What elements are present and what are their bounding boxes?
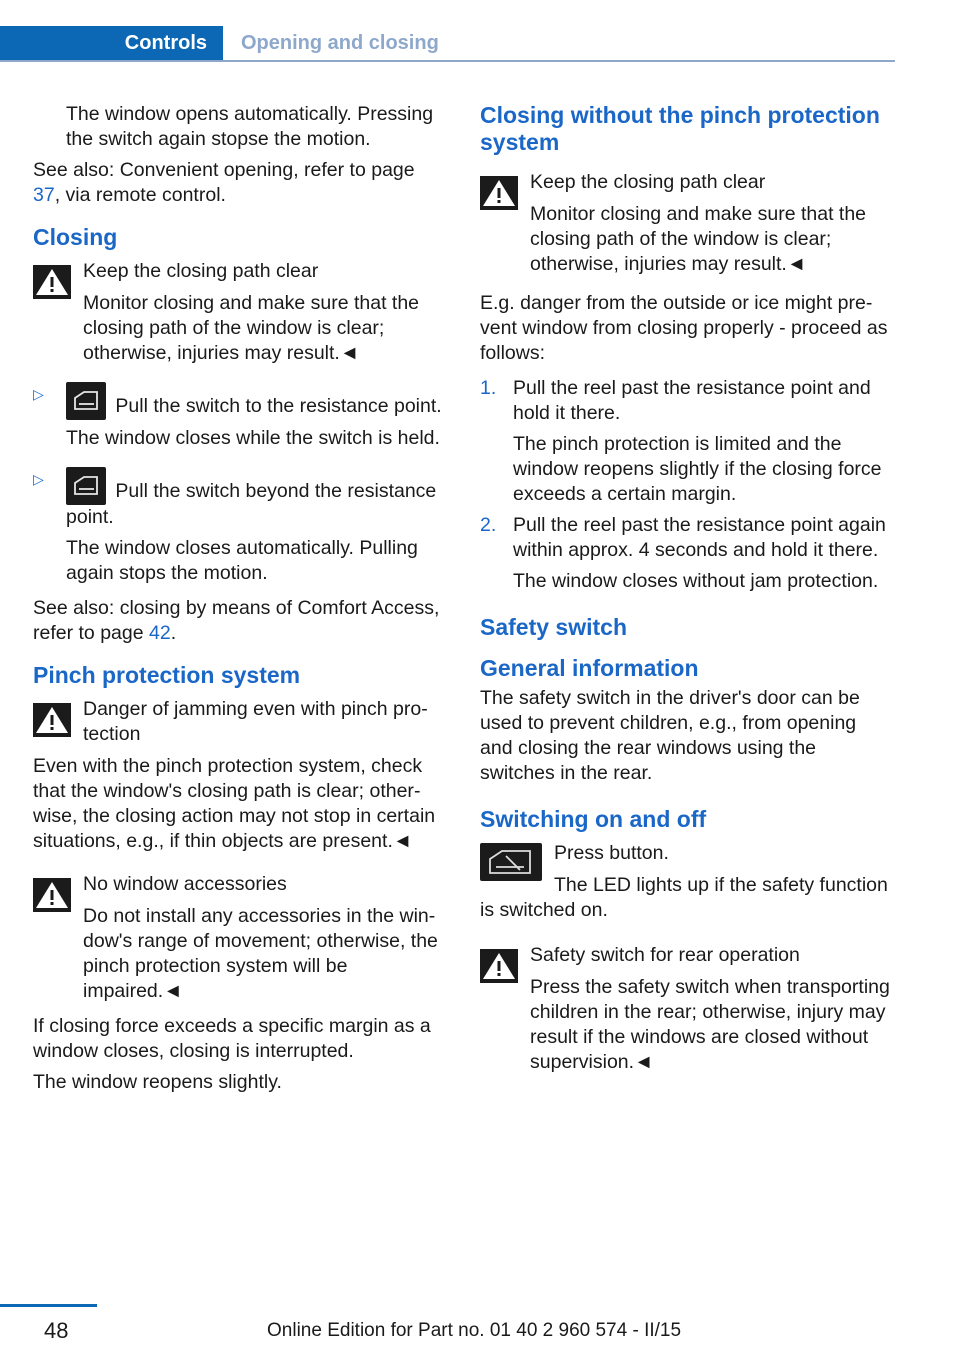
intro-paragraph: The window opens automatically. Pressing the switch again stopse the motion. [66, 103, 434, 150]
body-paragraph: If closing force exceeds a specific margin as a window closes, closing is interrupted. [33, 1015, 431, 1062]
list-item-text: Pull the switch to the resistance point. [115, 395, 442, 417]
switch-description: The LED lights up if the safety function is switched on. [480, 874, 888, 921]
step-subtext: The pinch protection is limited and the window reopens slightly if the closing force exceeds a certain margin. [513, 433, 882, 505]
see-also-text: See also: closing by means of Comfort Access, refer to page [33, 597, 440, 644]
warning-triangle-icon [480, 949, 518, 983]
see-also-text-end: , via remote control. [54, 184, 226, 206]
step-number: 1. [480, 377, 497, 399]
window-switch-icon [66, 467, 106, 505]
warning-triangle-icon [480, 176, 518, 210]
triangle-bullet-icon: ▷ [33, 386, 44, 402]
window-switch-icon [66, 382, 106, 420]
warning-body [33, 291, 447, 366]
footer-rule [0, 1304, 97, 1307]
list-item-subtext: The window closes while the switch is held. [66, 427, 440, 449]
list-item [480, 376, 894, 507]
list-item [33, 382, 447, 451]
warning-block [33, 259, 447, 366]
right-column [480, 102, 894, 1085]
see-also-paragraph [33, 158, 447, 208]
edition-text: Online Edition for Part no. 01 40 2 960 574 - II/15 [267, 1320, 682, 1341]
warning-body: Even with the pinch protection system, check that the window's closing path is clear; otherwise, the closing action may not stop in certain situations, e.g., if thin objects are present.◄ [33, 755, 436, 852]
body-paragraph: The window reopens slightly. [33, 1071, 282, 1093]
see-also-text: See also: Convenient opening, refer to page [33, 159, 415, 181]
safety-switch-heading: Safety switch [480, 614, 627, 640]
left-column [33, 102, 447, 1101]
triangle-bullet-icon: ▷ [33, 471, 44, 487]
step-text: Pull the reel past the resistance point again within approx. 4 seconds and hold it there. [513, 514, 886, 561]
warning-body: Press the safety switch when transporting children in the rear; otherwise, injury may result if the windows are closed without supervision.◄ [530, 976, 890, 1073]
body-paragraph: E.g. danger from the outside or ice might prevent window from closing properly - proceed as follows: [480, 292, 888, 364]
section-title[interactable]: Opening and closing [241, 32, 439, 54]
list-item-text: Pull the switch beyond the resistance point. [66, 480, 437, 528]
warning-block [33, 872, 447, 1004]
warning-block [480, 943, 894, 1075]
chapter-tab[interactable]: Controls [0, 26, 223, 60]
switching-on-off-heading: Switching on and off [480, 806, 707, 832]
header-rule [0, 60, 895, 62]
page-header [0, 26, 895, 62]
see-also-paragraph [33, 596, 447, 646]
warning-title: Danger of jamming even with pinch protection [83, 698, 428, 745]
numbered-list [480, 376, 894, 594]
step-number: 2. [480, 514, 497, 536]
closing-without-pinch-heading: Closing without the pinch protection system [480, 102, 880, 155]
warning-body: Monitor closing and make sure that the closing path of the window is clear; otherwise, injuries may result.◄ [530, 203, 867, 275]
warning-title: Keep the closing path clear [83, 260, 319, 282]
list-item-subtext: The window closes automatically. Pulling again stops the motion. [66, 537, 418, 584]
safety-switch-icon [480, 843, 542, 881]
warning-title: Keep the closing path clear [530, 171, 766, 193]
see-also-text-end: . [170, 622, 177, 644]
warning-body-text: Monitor closing and make sure that the closing path of the window is clear; otherwise, injuries may result.◄ [83, 292, 420, 364]
list-item [33, 467, 447, 586]
safety-switch-block [480, 841, 894, 923]
switch-instruction: Press button. [554, 842, 669, 864]
warning-triangle-icon [33, 265, 71, 299]
page-number: 48 [44, 1318, 69, 1343]
warning-title: Safety switch for rear operation [530, 944, 800, 966]
step-subtext: The window closes without jam protection. [513, 570, 879, 592]
warning-block [480, 170, 894, 277]
warning-block [33, 697, 447, 854]
page-link-42[interactable]: 42 [149, 622, 171, 644]
step-text: Pull the reel past the resistance point and hold it there. [513, 377, 871, 424]
list-item [480, 513, 894, 594]
pinch-protection-heading: Pinch protection system [33, 662, 301, 688]
warning-triangle-icon [33, 703, 71, 737]
warning-triangle-icon [33, 878, 71, 912]
body-paragraph: The safety switch in the driver's door can be used to prevent children, e.g., from opening and closing the rear windows using the switches in the rear. [480, 687, 860, 784]
general-information-heading: General information [480, 655, 699, 681]
warning-body: Do not install any accessories in the window's range of movement; otherwise, the pinch protection system will be impaired.◄ [83, 905, 438, 1002]
page-link-37[interactable]: 37 [33, 184, 55, 206]
closing-heading: Closing [33, 224, 118, 250]
warning-title: No window accessories [83, 873, 287, 895]
